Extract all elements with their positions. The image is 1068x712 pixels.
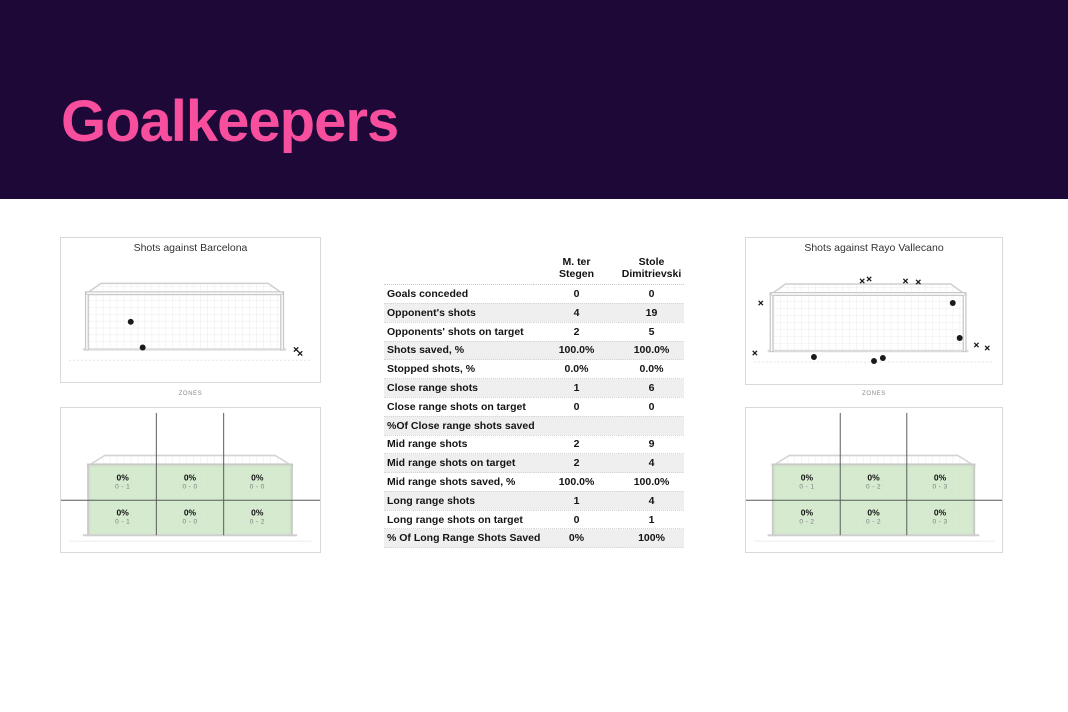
shot-off-target-marker	[294, 347, 298, 351]
shot-on-target-marker	[128, 319, 134, 325]
zone-save-percentage: 0%	[116, 507, 129, 518]
stat-label: Mid range shots	[387, 438, 468, 451]
stat-value: 100.0%	[558, 475, 595, 488]
stat-row	[384, 454, 684, 473]
zone-save-percentage: 0%	[116, 473, 129, 484]
stat-value: 1	[648, 513, 655, 526]
zone-cell	[933, 473, 948, 492]
zone-grid-rayo	[746, 408, 1002, 552]
stat-value: 0	[573, 400, 580, 413]
stat-label: Goals conceded	[387, 288, 469, 301]
zone-cell	[115, 473, 130, 492]
page-title: Goalkeepers	[61, 89, 399, 154]
stat-value	[619, 416, 684, 435]
zone-save-percentage: 0%	[183, 473, 197, 484]
stat-row	[384, 322, 684, 341]
shot-off-target-marker	[298, 351, 302, 355]
zone-grid-barcelona	[61, 408, 320, 552]
stat-value	[534, 416, 619, 435]
zone-score: 0 - 2	[799, 518, 815, 526]
stat-label: Close range shots	[387, 382, 479, 394]
header-line: Dimitrievski	[621, 268, 682, 281]
shot-on-target-marker	[871, 358, 877, 364]
stat-row	[384, 379, 684, 398]
stat-value: 4	[573, 306, 580, 319]
zone-score: 0 - 2	[865, 518, 881, 526]
stat-value: 1	[573, 382, 580, 394]
shot-on-target-marker	[140, 345, 146, 351]
panel-zones-rayo	[745, 407, 1003, 553]
zone-save-percentage: 0%	[867, 473, 880, 484]
stat-value: 0	[648, 288, 655, 301]
zone-save-percentage: 0%	[251, 507, 264, 518]
shot-off-target-marker	[974, 343, 978, 347]
goalkeeper-stats-table	[384, 256, 684, 548]
stat-label: Long range shots on target	[387, 513, 523, 526]
shot-map-barcelona	[61, 238, 320, 382]
stat-label: %Of Close range shots saved	[387, 419, 535, 432]
stat-value: 0%	[568, 532, 585, 545]
stat-row	[384, 435, 684, 454]
zones-caption-left: ZONES	[178, 391, 203, 397]
panel-shots-barcelona	[60, 237, 321, 383]
chart-title-rayo: Shots against Rayo Vallecano	[804, 242, 944, 254]
zone-score: 0 - 3	[932, 518, 948, 526]
stat-row	[384, 491, 684, 510]
zone-cell	[866, 473, 881, 492]
stat-label: Opponent's shots	[387, 306, 476, 319]
stat-label: Opponents' shots on target	[387, 325, 524, 338]
zone-score: 0 - 0	[249, 483, 265, 491]
panel-zones-barcelona	[60, 407, 321, 553]
table-header-row	[384, 256, 684, 285]
stat-label: Mid range shots saved, %	[387, 475, 516, 488]
shot-off-target-marker	[753, 351, 757, 355]
stats-table	[384, 256, 684, 548]
zone-cell	[115, 508, 130, 527]
shot-off-target-marker	[759, 301, 763, 305]
col-header-dimitrievski	[619, 256, 684, 285]
zone-score: 0 - 1	[115, 483, 131, 491]
stat-value: 0	[573, 513, 580, 526]
header-line: Stegen	[558, 268, 594, 281]
shot-on-target-marker	[950, 300, 956, 306]
zone-cell	[182, 508, 197, 527]
zone-cell	[866, 508, 881, 527]
zone-save-percentage: 0%	[867, 507, 880, 518]
stat-value: 0	[573, 288, 580, 301]
stat-value: 2	[573, 325, 580, 338]
zone-score: 0 - 1	[799, 483, 815, 491]
stat-row	[384, 397, 684, 416]
zone-score: 0 - 1	[115, 518, 131, 526]
stat-value: 0.0%	[564, 363, 589, 376]
zone-save-percentage: 0%	[933, 507, 947, 518]
stat-value: 2	[573, 457, 580, 470]
stat-value: 1	[573, 494, 580, 507]
zone-score: 0 - 2	[865, 483, 881, 491]
stat-value: 100%	[638, 532, 665, 545]
zone-cell	[250, 473, 265, 492]
stat-label: % Of Long Range Shots Saved	[387, 532, 541, 545]
zone-cell	[250, 508, 265, 527]
stat-value: 0	[648, 400, 655, 413]
stat-value: 6	[648, 382, 655, 394]
stat-value: 100.0%	[633, 475, 670, 488]
zone-cell	[182, 473, 197, 492]
stat-value: 4	[648, 457, 655, 470]
stat-row	[384, 416, 684, 435]
stat-label: Long range shots	[387, 494, 476, 507]
stat-row	[384, 285, 684, 304]
header-line: M. ter	[562, 256, 591, 268]
stat-value: 4	[648, 494, 655, 507]
shot-off-target-marker	[860, 279, 864, 283]
stat-value: 0.0%	[639, 363, 664, 376]
stat-row	[384, 473, 684, 492]
stat-row	[384, 510, 684, 529]
stat-label-header	[384, 256, 534, 285]
col-header-ter-stegen	[534, 256, 619, 285]
zone-save-percentage: 0%	[933, 473, 947, 484]
zones-caption-right: ZONES	[862, 391, 886, 397]
stat-value: 2	[573, 438, 580, 451]
stat-label: Shots saved, %	[387, 344, 465, 357]
stat-row	[384, 303, 684, 322]
zone-score: 0 - 2	[249, 518, 265, 526]
header-line: Stole	[638, 256, 665, 268]
stat-row	[384, 341, 684, 360]
zone-score: 0 - 0	[182, 518, 198, 526]
zone-save-percentage: 0%	[183, 507, 197, 518]
stat-row	[384, 360, 684, 379]
stat-row	[384, 529, 684, 548]
panel-shots-rayo	[745, 237, 1003, 385]
shot-off-target-marker	[985, 346, 989, 350]
shot-on-target-marker	[957, 335, 963, 341]
zone-score: 0 - 0	[182, 483, 198, 491]
header-banner	[0, 0, 1068, 199]
zone-score: 0 - 3	[932, 483, 948, 491]
shot-on-target-marker	[880, 355, 886, 361]
stat-label: Stopped shots, %	[387, 363, 476, 376]
zone-cell	[799, 473, 814, 492]
zone-save-percentage: 0%	[800, 507, 814, 518]
zone-cell	[933, 508, 948, 527]
chart-title-barcelona: Shots against Barcelona	[133, 242, 248, 254]
zone-cell	[799, 508, 814, 527]
stat-label: Close range shots on target	[387, 400, 526, 413]
shot-off-target-marker	[903, 279, 907, 283]
zone-save-percentage: 0%	[251, 473, 264, 484]
stat-value: 100.0%	[558, 344, 595, 357]
shot-off-target-marker	[867, 277, 871, 281]
stat-value: 19	[645, 306, 658, 319]
stat-value: 100.0%	[633, 344, 670, 357]
stat-value: 5	[648, 325, 655, 338]
zone-save-percentage: 0%	[800, 473, 814, 484]
stat-value: 9	[648, 438, 655, 451]
shot-map-rayo	[746, 238, 1002, 384]
shot-on-target-marker	[811, 354, 817, 360]
stat-label: Mid range shots on target	[387, 457, 516, 470]
